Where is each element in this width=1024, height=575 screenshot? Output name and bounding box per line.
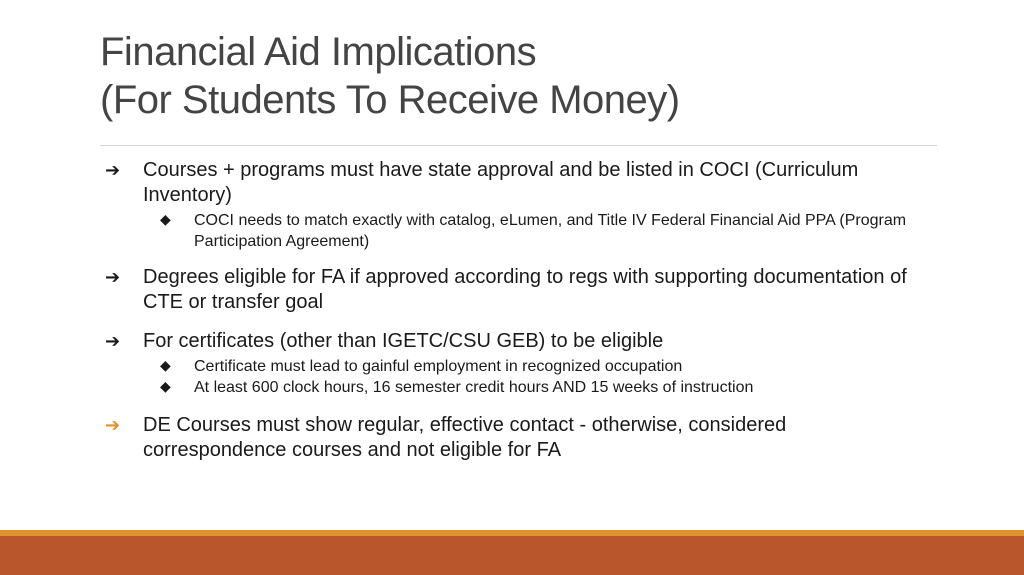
- bullet-item-3: [105, 329, 915, 354]
- arrow-right-icon: ➔: [105, 415, 121, 436]
- arrow-right-icon: ➔: [105, 267, 121, 288]
- sub-bullet-item: [105, 377, 915, 398]
- bullet-item-4: [105, 413, 915, 463]
- bullet-text: DE Courses must show regular, effective contact - otherwise, considered correspondence courses and not eligible for FA: [143, 414, 787, 461]
- sub-bullet-item: [105, 356, 915, 377]
- footer-band: [0, 536, 1024, 575]
- bullet-item-1: [105, 158, 915, 208]
- sub-bullet-text: COCI needs to match exactly with catalog, eLumen, and Title IV Federal Financial Aid PPA (Program Participation Agreement): [194, 212, 907, 250]
- sub-bullet-list: [105, 210, 915, 252]
- arrow-right-icon: ➔: [105, 331, 121, 352]
- bullet-text: For certificates (other than IGETC/CSU GEB) to be eligible: [143, 330, 664, 352]
- sub-bullet-text: Certificate must lead to gainful employment in recognized occupation: [194, 358, 683, 375]
- sub-bullet-list: [105, 356, 915, 398]
- bullet-text: Courses + programs must have state approval and be listed in COCI (Curriculum Inventory): [143, 159, 859, 206]
- diamond-bullet-icon: ◆: [160, 358, 171, 374]
- arrow-right-icon: ➔: [105, 160, 121, 181]
- slide-title-line-2: (For Students To Receive Money): [100, 78, 680, 122]
- diamond-bullet-icon: ◆: [160, 212, 171, 228]
- bullet-item-2: [105, 265, 915, 315]
- diamond-bullet-icon: ◆: [160, 379, 171, 395]
- slide-title: [100, 28, 940, 124]
- bullet-list: [105, 158, 915, 463]
- sub-bullet-item: [105, 210, 915, 252]
- bullet-text: Degrees eligible for FA if approved according to regs with supporting documentation of CTE or transfer goal: [143, 266, 907, 313]
- title-divider: [100, 145, 937, 146]
- sub-bullet-text: At least 600 clock hours, 16 semester credit hours AND 15 weeks of instruction: [194, 379, 754, 396]
- slide-title-line-1: Financial Aid Implications: [100, 30, 537, 74]
